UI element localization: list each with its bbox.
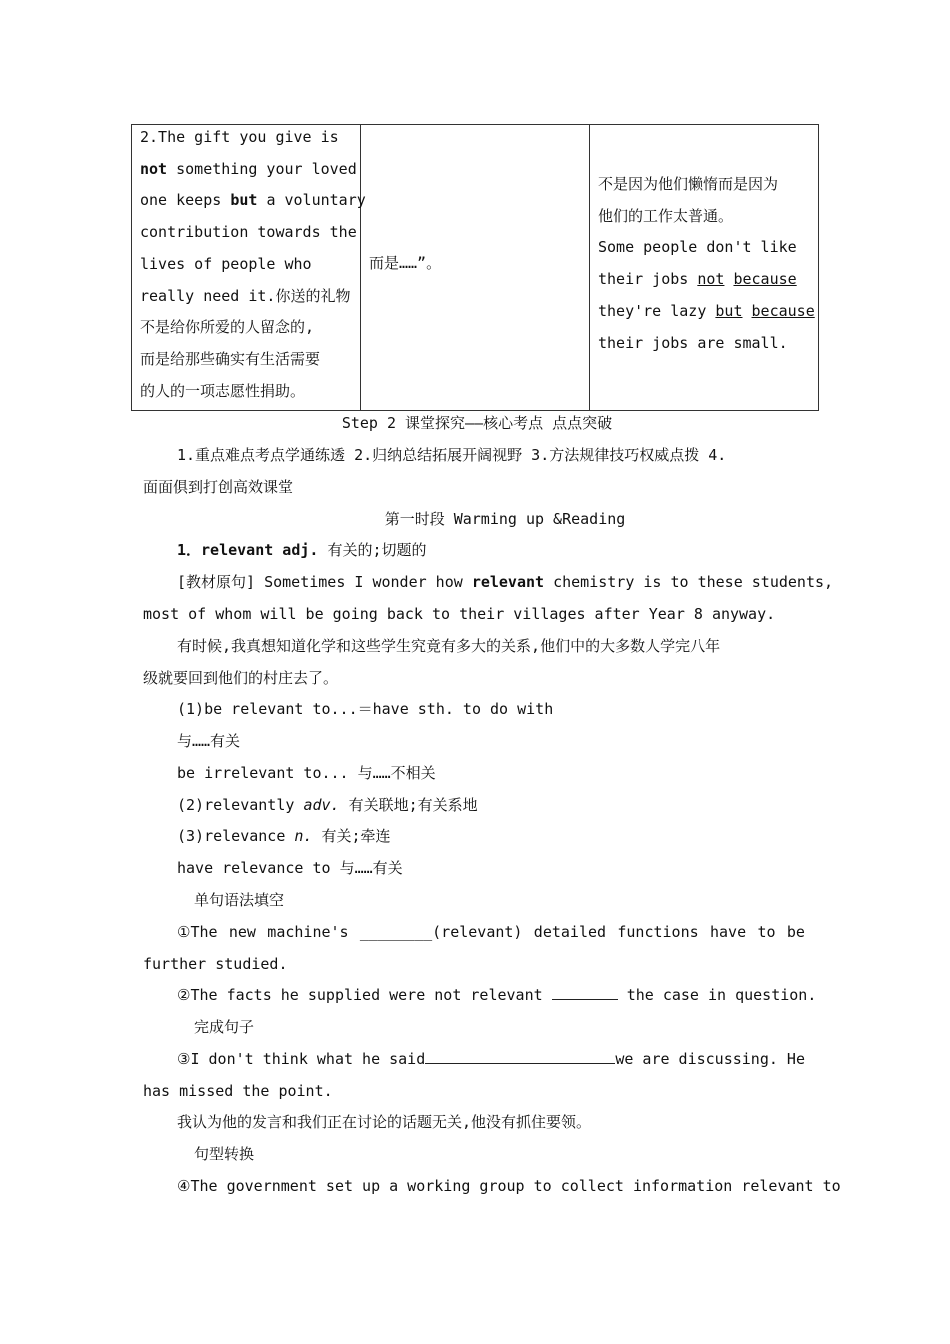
cell-line: their jobs not because <box>598 270 797 289</box>
exercise-2: ②The facts he supplied were not relevant the case in question. <box>177 986 817 1004</box>
usage-point: be irrelevant to... 与……不相关 <box>177 764 436 782</box>
cell-line: 他们的工作太普通。 <box>598 206 734 225</box>
keyword-but: but <box>230 191 258 210</box>
cell-line: 的人的一项志愿性捐助。 <box>140 381 306 400</box>
intro-line: 面面俱到打创高效课堂 <box>143 478 294 496</box>
cell-line: 而是给那些确实有生活需要 <box>140 349 321 368</box>
cell-line: contribution towards the <box>140 223 357 242</box>
exercise-3: ③I don't think what he said we are discussing. He <box>177 1050 805 1068</box>
cell-line: 而是……”。 <box>369 254 442 272</box>
usage-point: have relevance to 与……有关 <box>177 859 403 877</box>
intro-line: 1.重点难点考点学通练透 2.归纳总结拓展开阔视野 3.方法规律技巧权威点拨 4. <box>177 446 727 464</box>
cell-line: they're lazy but because <box>598 301 815 320</box>
cell-line: lives of people who <box>140 254 312 273</box>
exercise-heading: 单句语法填空 <box>194 891 285 909</box>
original-sentence: [教材原句] Sometimes I wonder how relevant chemistry is to these students, <box>177 573 834 591</box>
exercise-heading: 句型转换 <box>194 1145 255 1163</box>
cell-line: really need it.你送的礼物 <box>140 286 351 305</box>
cell-line: Some people don't like <box>598 238 797 257</box>
cell-line: 不是因为他们懒惰而是因为 <box>598 175 779 193</box>
entry-meaning: 有关的;切题的 <box>327 541 427 559</box>
example-table <box>131 124 819 411</box>
exercise-1: ①The new machine's ________(relevant) detailed functions have to be <box>177 923 805 941</box>
exercise-3-cont: has missed the point. <box>143 1082 333 1100</box>
step-heading: Step 2 课堂探究——核心考点 点点突破 <box>341 414 613 432</box>
usage-point: 与……有关 <box>177 732 241 750</box>
exercise-3-translation: 我认为他的发言和我们正在讨论的话题无关,他没有抓住要领。 <box>177 1113 592 1131</box>
cell-line: one keeps but a voluntary <box>140 191 366 210</box>
answer-blank[interactable] <box>425 1049 615 1064</box>
translation: 有时候,我真想知道化学和这些学生究竟有多大的关系,他们中的大多数人学完八年 <box>177 637 721 655</box>
translation-cont: 级就要回到他们的村庄去了。 <box>143 669 339 687</box>
usage-point: (1)be relevant to...＝have sth. to do with <box>177 700 554 718</box>
answer-blank[interactable] <box>552 985 618 1000</box>
entry-heading <box>177 540 427 560</box>
usage-point: (2)relevantly adv. 有关联地;有关系地 <box>177 796 478 814</box>
table-cell-example <box>140 122 366 407</box>
keyword-not: not <box>140 159 168 178</box>
cell-line: 2.The gift you give is <box>140 128 339 146</box>
entry-title: 1．relevant adj. <box>177 541 319 559</box>
table-cell-meaning <box>369 248 441 280</box>
exercise-heading: 完成句子 <box>194 1018 255 1036</box>
exercise-4: ④The government set up a working group to collect information relevant to <box>177 1177 841 1195</box>
keyword-relevant: relevant <box>471 573 545 591</box>
cell-line: their jobs are small. <box>598 333 788 352</box>
cell-line: not something your loved <box>140 159 357 178</box>
section-heading: 第一时段 Warming up &Reading <box>384 510 626 528</box>
exercise-1-cont: further studied. <box>143 955 288 973</box>
usage-point: (3)relevance n. 有关;牵连 <box>177 827 391 845</box>
table-cell-translation <box>598 169 815 359</box>
table-divider <box>589 125 590 410</box>
original-sentence-cont: most of whom will be going back to their villages after Year 8 anyway. <box>143 605 776 623</box>
cell-line: 不是给你所爱的人留念的, <box>140 318 315 337</box>
